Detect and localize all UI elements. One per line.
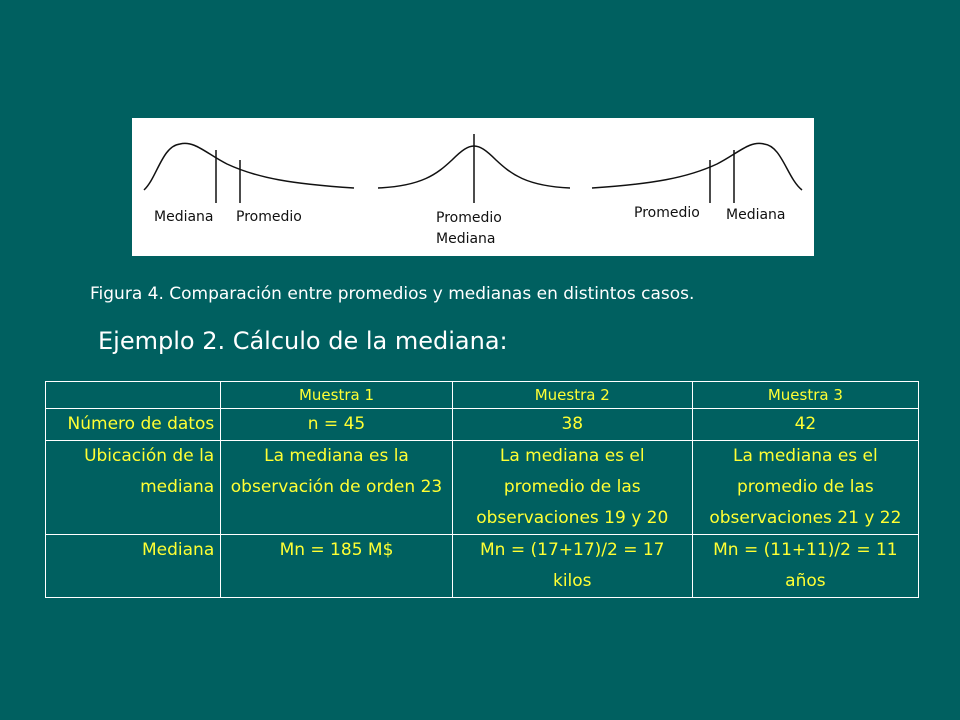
left-median-label: Mediana xyxy=(154,209,214,225)
median-table xyxy=(45,381,919,598)
center-mean-label: Promedio xyxy=(436,210,502,226)
table-cell: La mediana es la observación de orden 23 xyxy=(221,441,453,535)
header-sample-2: Muestra 2 xyxy=(452,382,692,409)
header-sample-3: Muestra 3 xyxy=(692,382,918,409)
table-row xyxy=(46,409,919,441)
right-median-label: Mediana xyxy=(726,207,786,223)
distribution-figure xyxy=(132,118,814,256)
row-label-count: Número de datos xyxy=(46,409,221,441)
row-label-location: Ubicación de la mediana xyxy=(46,441,221,535)
table-cell: La mediana es el promedio de las observaciones 19 y 20 xyxy=(452,441,692,535)
table-row xyxy=(46,441,919,535)
left-skewed-curve xyxy=(592,143,802,190)
example-heading: Ejemplo 2. Cálculo de la mediana: xyxy=(98,327,508,355)
center-median-label: Mediana xyxy=(436,231,496,247)
header-empty-cell xyxy=(46,382,221,409)
right-mean-label: Promedio xyxy=(634,205,700,221)
table-cell: Mn = 185 M$ xyxy=(221,535,453,598)
table-cell: Mn = (11+11)/2 = 11 años xyxy=(692,535,918,598)
row-label-median: Mediana xyxy=(46,535,221,598)
left-mean-label: Promedio xyxy=(236,209,302,225)
table-cell: n = 45 xyxy=(221,409,453,441)
table-cell: 38 xyxy=(452,409,692,441)
right-skewed-curve xyxy=(144,143,354,190)
table-cell: La mediana es el promedio de las observaciones 21 y 22 xyxy=(692,441,918,535)
figure-caption: Figura 4. Comparación entre promedios y medianas en distintos casos. xyxy=(90,284,695,304)
table-header-row xyxy=(46,382,919,409)
table-row xyxy=(46,535,919,598)
header-sample-1: Muestra 1 xyxy=(221,382,453,409)
table-cell: Mn = (17+17)/2 = 17 kilos xyxy=(452,535,692,598)
table-cell: 42 xyxy=(692,409,918,441)
